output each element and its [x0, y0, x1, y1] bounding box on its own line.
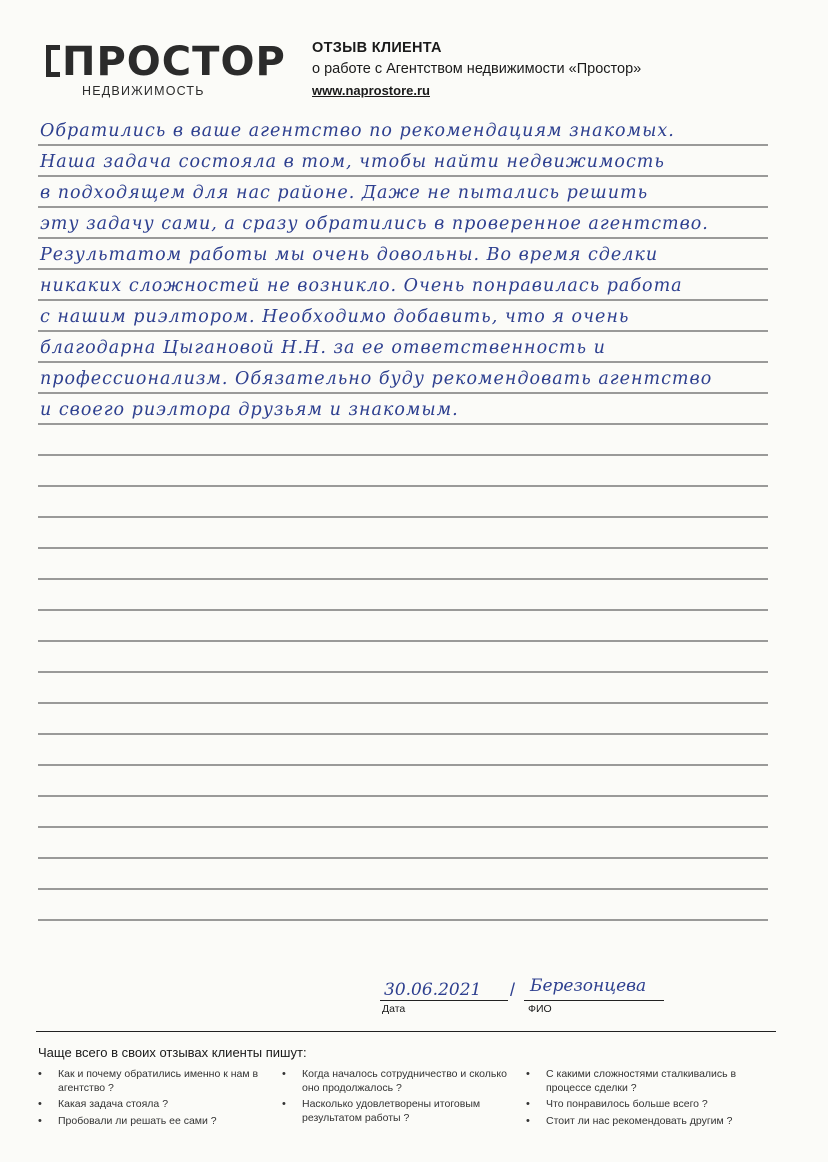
review-line-8: благодарна Цыгановой Н.Н. за ее ответственность и — [40, 338, 606, 358]
logo-subtitle: НЕДВИЖИМОСТЬ — [82, 84, 205, 98]
website-link[interactable]: www.naprostore.ru — [312, 83, 430, 98]
fio-label: ФИО — [528, 1003, 552, 1015]
document-title: ОТЗЫВ КЛИЕНТА — [312, 40, 442, 56]
date-underline — [380, 1000, 508, 1001]
tip-item: • Пробовали ли решать ее сами ? — [58, 1115, 268, 1129]
date-label: Дата — [382, 1003, 406, 1015]
review-line-6: никаких сложностей не возникло. Очень понравилась работа — [40, 276, 683, 296]
tip-item: • Как и почему обратились именно к нам в агентство ? — [58, 1068, 268, 1095]
review-line-4: эту задачу сами, а сразу обратились в проверенное агентство. — [40, 214, 709, 234]
tip-item: • Что понравилось больше всего ? — [546, 1098, 746, 1112]
tips-column-3 — [546, 1068, 746, 1131]
footer-divider — [36, 1031, 776, 1032]
review-line-2: Наша задача состояла в том, чтобы найти недвижимость — [40, 152, 665, 172]
review-line-1: Обратились в ваше агентство по рекомендациям знакомых. — [40, 121, 675, 141]
fio-underline — [524, 1000, 664, 1001]
logo-text: ПРОСТОР — [62, 39, 286, 85]
tips-title: Чаще всего в своих отзывах клиенты пишут: — [38, 1045, 307, 1060]
tip-item: • С какими сложностями сталкивались в процессе сделки ? — [546, 1068, 746, 1095]
review-line-9: профессионализм. Обязательно буду рекомендовать агентство — [40, 369, 713, 389]
tip-item: • Стоит ли нас рекомендовать другим ? — [546, 1115, 746, 1129]
review-line-7: с нашим риэлтором. Необходимо добавить, что я очень — [40, 307, 630, 327]
tips-column-2 — [302, 1068, 512, 1128]
tip-item: • Когда началось сотрудничество и сколько оно продолжалось ? — [302, 1068, 512, 1095]
review-line-5: Результатом работы мы очень довольны. Во время сделки — [40, 245, 659, 265]
review-line-10: и своего риэлтора друзьям и знакомым. — [40, 400, 459, 420]
review-line-3: в подходящем для нас районе. Даже не пытались решить — [40, 183, 649, 203]
signature-separator: / — [510, 980, 516, 1000]
date-value: 30.06.2021 — [384, 980, 482, 1000]
tip-item: • Насколько удовлетворены итоговым результатом работы ? — [302, 1098, 512, 1125]
tip-item: • Какая задача стояла ? — [58, 1098, 268, 1112]
fio-value: Березонцева — [530, 976, 647, 996]
tips-column-1 — [58, 1068, 268, 1131]
document-subtitle: о работе с Агентством недвижимости «Простор» — [312, 61, 642, 77]
